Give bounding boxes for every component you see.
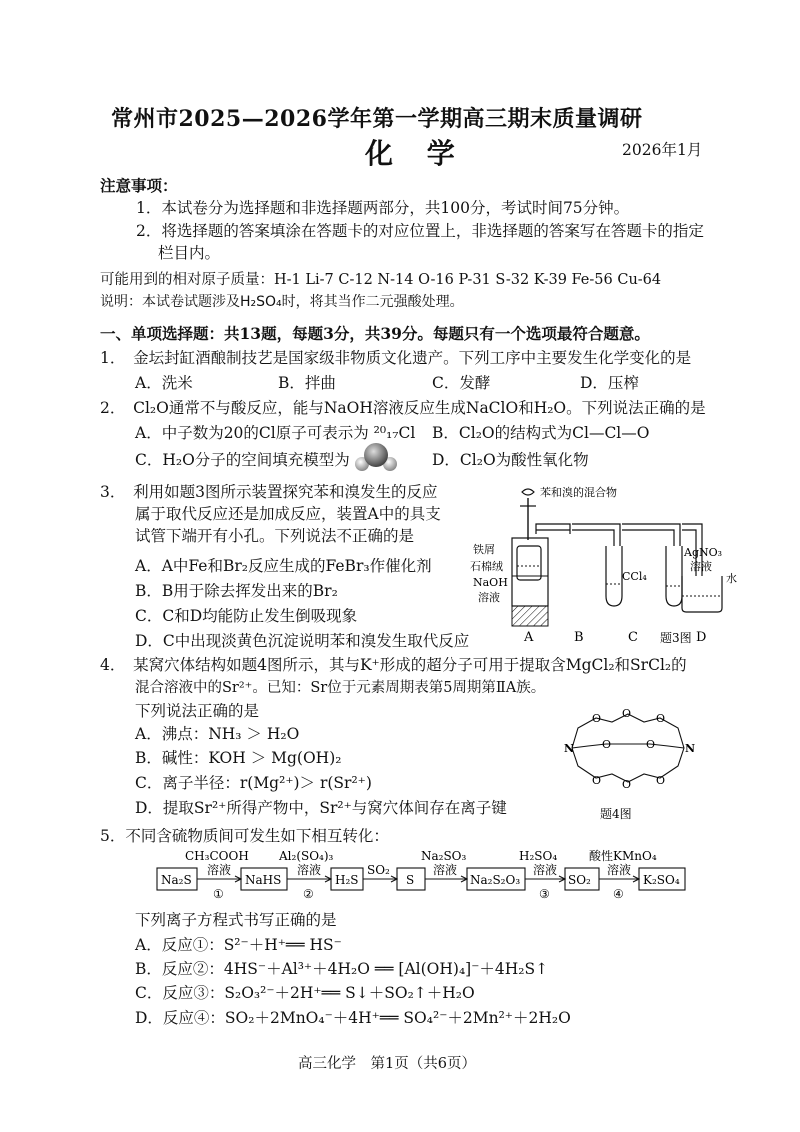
q2-option-a[interactable]: A．中子数为20的Cl原子可表示为 ²⁰₁₇Cl xyxy=(135,424,416,442)
fig3-mixture-label: 苯和溴的混合物 xyxy=(540,486,617,499)
fig4-o-3: O xyxy=(656,712,666,725)
q3-option-c[interactable]: C．C和D均能防止发生倒吸现象 xyxy=(135,607,358,625)
figure-4-cryptand xyxy=(548,700,708,825)
q5-option-c[interactable]: C．反应③：S₂O₃²⁻＋2H⁺══ S↓＋SO₂↑＋H₂O xyxy=(135,984,475,1002)
fig3-caption: 题3图 xyxy=(660,631,692,645)
q5-ask: 下列离子方程式书写正确的是 xyxy=(135,911,337,929)
flow-box-6-label: SO₂ xyxy=(568,873,591,887)
fig4-o-6: O xyxy=(592,774,602,787)
q3-stem-1: 3． 利用如题3图所示装置探究苯和溴发生的反应 xyxy=(100,483,438,501)
notice-item-2: 2．将选择题的答案填涂在答题卡的对应位置上，非选择题的答案写在答题卡的指定 xyxy=(136,222,704,240)
fig3-label-d: D xyxy=(696,630,707,645)
fig4-o-4: O xyxy=(602,738,612,751)
fig4-o-5: O xyxy=(646,738,656,751)
page-footer: 高三化学 第1页（共6页） xyxy=(298,1056,476,1072)
q3-option-d[interactable]: D．C中出现淡黄色沉淀说明苯和溴发生取代反应 xyxy=(135,632,470,650)
subject-title: 化 学 xyxy=(365,137,467,170)
fig4-o-7: O xyxy=(622,778,632,791)
fig4-o-1: O xyxy=(592,712,602,725)
flow-reagent-4: Na₂SO₃ xyxy=(421,849,467,863)
flow-reagent-5: H₂SO₄ xyxy=(519,849,558,863)
q3-option-a[interactable]: A．A中Fe和Br₂反应生成的FeBr₃作催化剂 xyxy=(135,557,432,575)
atomic-mass-line: 可能用到的相对原子质量：H-1 Li-7 C-12 N-14 O-16 P-31 S-32 K-39 Fe-56 Cu-64 xyxy=(100,272,662,288)
fig3-agno3-label: AgNO₃ xyxy=(684,546,723,559)
beaker-d xyxy=(682,576,722,612)
q5-option-b[interactable]: B．反应②：4HS⁻＋Al³⁺＋4H₂O ══ [Al(OH)₄]⁻＋4H₂S↑ xyxy=(135,960,549,978)
notice-item-1: 1．本试卷分为选择题和非选择题两部分，共100分，考试时间75分钟。 xyxy=(136,199,630,217)
section-heading: 一、单项选择题：共13题，每题3分，共39分。每题只有一个选项最符合题意。 xyxy=(100,324,650,343)
flow-reagent-2: Al₂(SO₄)₃ xyxy=(279,849,334,863)
fig3-naoh-label: NaOH xyxy=(473,576,508,589)
q4-stem-3: 下列说法正确的是 xyxy=(135,702,260,720)
fig3-iron-label: 铁屑 xyxy=(473,543,495,556)
q4-option-d[interactable]: D．提取Sr²⁺所得产物中，Sr²⁺与窝穴体间存在离子键 xyxy=(135,799,507,817)
q1-option-a[interactable]: A．洗米 xyxy=(135,374,193,392)
fig4-n-left: N xyxy=(564,742,575,755)
flow-step-1: ① xyxy=(213,887,224,901)
q5-conversion-flow xyxy=(155,846,715,904)
q1-option-c[interactable]: C．发酵 xyxy=(432,374,491,392)
flow-step-3: ③ xyxy=(539,887,550,901)
q4-option-a[interactable]: A．沸点：NH₃ ＞ H₂O xyxy=(135,725,300,743)
fig3-ccl4-label: CCl₄ xyxy=(622,570,647,583)
fig4-caption: 题4图 xyxy=(600,807,632,821)
fig3-naoh-solution-label: 溶液 xyxy=(478,591,500,604)
exam-date: 2026年1月 xyxy=(622,141,703,159)
flow-step-2: ② xyxy=(303,887,314,901)
q5-option-a[interactable]: A．反应①：S²⁻＋H⁺══ HS⁻ xyxy=(135,936,342,954)
flow-reagent-1: CH₃COOH xyxy=(185,849,249,863)
q1-option-b[interactable]: B．拌曲 xyxy=(278,374,336,392)
figure-3-apparatus xyxy=(470,484,750,654)
fig4-o-2: O xyxy=(622,707,632,720)
fig4-o-8: O xyxy=(656,774,666,787)
q4-option-c[interactable]: C．离子半径：r(Mg²⁺)＞ r(Sr²⁺) xyxy=(135,774,372,792)
flow-solution-2: 溶液 xyxy=(297,863,322,877)
flow-box-2-label: NaHS xyxy=(245,873,282,887)
exam-title: 常州市2025—2026学年第一学期高三期末质量调研 xyxy=(111,106,643,132)
q3-stem-2: 属于取代反应还是加成反应，装置A中的具支 xyxy=(135,505,441,523)
q3-stem-3: 试管下端开有小孔。下列说法不正确的是 xyxy=(135,527,415,545)
fig3-label-b: B xyxy=(574,630,584,645)
flow-box-5-label: Na₂S₂O₃ xyxy=(470,873,521,887)
fig3-label-a: A xyxy=(524,630,534,645)
q3-option-b[interactable]: B．B用于除去挥发出来的Br₂ xyxy=(135,582,338,600)
q4-stem-2: 混合溶液中的Sr²⁺。已知：Sr位于元素周期表第5周期第ⅡA族。 xyxy=(135,680,546,696)
fig3-wool-label: 石棉绒 xyxy=(470,560,503,573)
q2-stem: 2． Cl₂O通常不与酸反应，能与NaOH溶液反应生成NaClO和H₂O。下列说法正确的是 xyxy=(100,399,706,417)
flow-reagent-3: SO₂ xyxy=(367,863,390,877)
tube-c xyxy=(666,546,682,606)
flow-reagent-6: 酸性KMnO₄ xyxy=(589,849,657,863)
flow-box-7-label: K₂SO₄ xyxy=(643,873,680,887)
q5-stem: 5．不同含硫物质间可发生如下相互转化： xyxy=(100,827,389,845)
fig4-n-right: N xyxy=(685,742,696,755)
flow-solution-4: 溶液 xyxy=(433,863,458,877)
q4-stem-1: 4． 某窝穴体结构如题4图所示，其与K⁺形成的超分子可用于提取含MgCl₂和SrCl₂的 xyxy=(100,656,687,674)
flow-box-1-label: Na₂S xyxy=(161,873,192,887)
q2-option-b[interactable]: B．Cl₂O的结构式为Cl—Cl—O xyxy=(432,424,650,442)
fig3-label-c: C xyxy=(628,630,638,645)
tube-b xyxy=(606,546,622,606)
notice-item-3: 栏目内。 xyxy=(158,244,221,262)
q5-option-d[interactable]: D．反应④：SO₂＋2MnO₄⁻＋4H⁺══ SO₄²⁻＋2Mn²⁺＋2H₂O xyxy=(135,1009,571,1027)
explain-line: 说明：本试卷试题涉及H₂SO₄时，将其当作二元强酸处理。 xyxy=(100,294,464,310)
oxygen-atom xyxy=(364,443,388,467)
stand-a xyxy=(512,606,548,626)
flow-box-3-label: H₂S xyxy=(335,873,359,887)
flow-solution-1: 溶液 xyxy=(207,863,232,877)
fig3-water-label: 水 xyxy=(726,572,737,585)
q1-option-d[interactable]: D．压榨 xyxy=(580,374,639,392)
flow-step-4: ④ xyxy=(613,887,624,901)
fig3-agno3-solution-label: 溶液 xyxy=(690,560,712,573)
water-space-filling-model xyxy=(352,440,400,476)
flow-solution-6: 溶液 xyxy=(607,863,632,877)
flow-solution-5: 溶液 xyxy=(533,863,558,877)
separatory-funnel xyxy=(522,489,534,495)
flow-box-4-label: S xyxy=(406,873,415,887)
notice-heading: 注意事项： xyxy=(100,176,178,195)
q1-stem: 1． 金坛封缸酒酿制技艺是国家级非物质文化遗产。下列工序中主要发生化学变化的是 xyxy=(100,349,692,367)
q2-option-d[interactable]: D．Cl₂O为酸性氧化物 xyxy=(432,451,589,469)
q4-option-b[interactable]: B．碱性：KOH ＞ Mg(OH)₂ xyxy=(135,749,342,767)
q2-option-c[interactable]: C．H₂O分子的空间填充模型为 xyxy=(135,451,350,469)
